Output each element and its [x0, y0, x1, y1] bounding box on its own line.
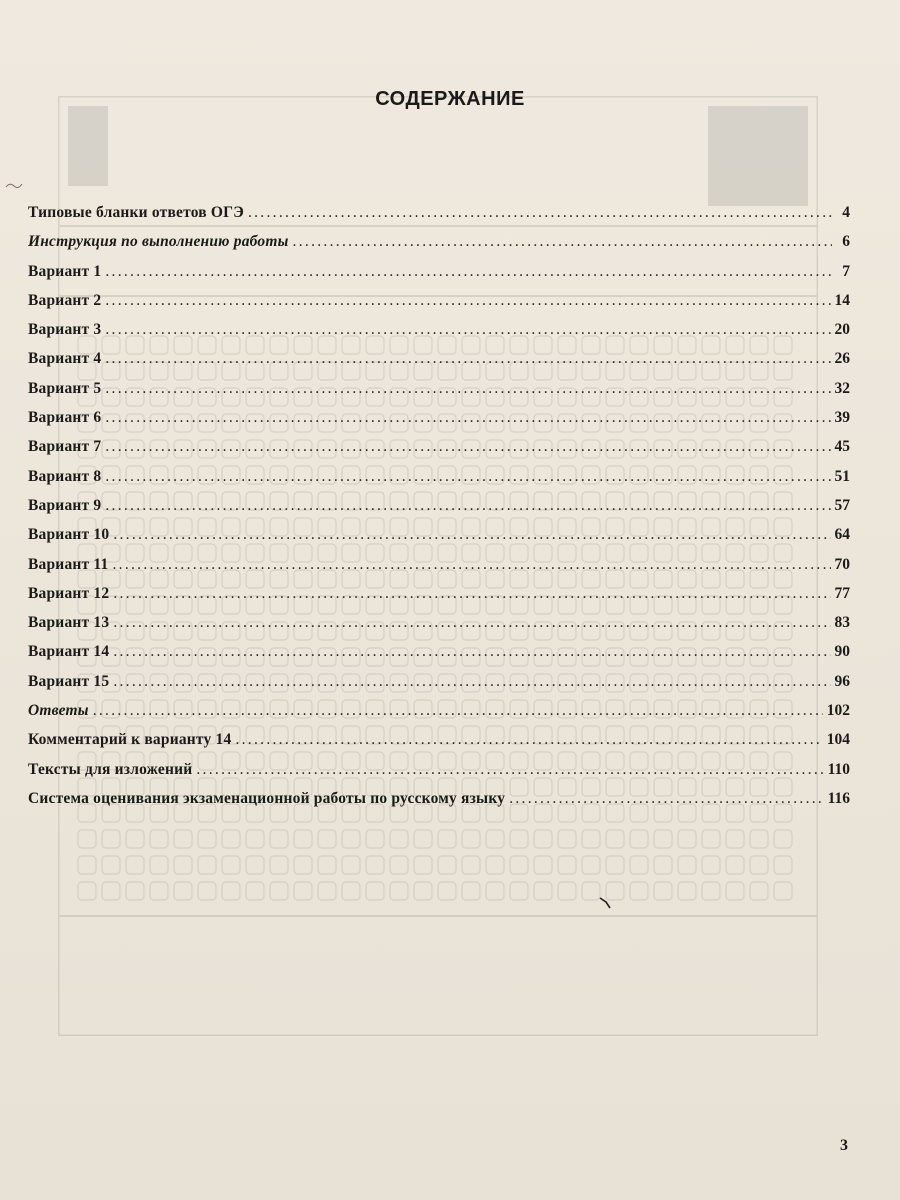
toc-entry-title: Вариант 2: [28, 291, 102, 309]
toc-dot-leader: [112, 556, 830, 574]
toc-entry-title: Вариант 10: [28, 526, 110, 544]
toc-entry: [28, 702, 850, 731]
toc-dot-leader: [196, 761, 823, 779]
toc-entry-title: Вариант 13: [28, 614, 110, 632]
toc-entry-title: Ответы: [28, 702, 89, 720]
toc-dot-leader: [509, 790, 823, 808]
toc-dot-leader: [105, 350, 830, 368]
toc-entry-page: 116: [827, 789, 850, 807]
toc-entry: [28, 614, 850, 643]
toc-entry-title: Тексты для изложений: [28, 760, 193, 778]
toc-entry-title: Комментарий к варианту 14: [28, 731, 232, 749]
toc-entry: [28, 380, 850, 409]
toc-entry-page: 77: [834, 584, 850, 602]
toc-entry-page: 45: [834, 438, 850, 456]
toc-entry: [28, 643, 850, 672]
toc-entry-page: 51: [834, 467, 850, 485]
toc-entry-page: 83: [834, 614, 850, 632]
toc-dot-leader: [293, 233, 832, 251]
toc-entry: [28, 556, 850, 585]
toc-entry-title: Система оценивания экзаменационной работы по русскому языку: [28, 789, 506, 807]
toc-entry-page: 64: [834, 526, 850, 544]
toc-entry-title: Вариант 1: [28, 262, 102, 280]
toc-dot-leader: [248, 204, 832, 222]
toc-dot-leader: [113, 673, 830, 691]
toc-dot-leader: [113, 643, 830, 661]
toc-entry-page: 102: [826, 702, 850, 720]
toc-entry-page: 57: [834, 496, 850, 514]
toc-entry-page: 20: [834, 321, 850, 339]
toc-dot-leader: [113, 526, 830, 544]
toc-entry: [28, 321, 850, 350]
toc-entry-page: 96: [834, 672, 850, 690]
toc-entry: [28, 350, 850, 379]
toc-entry-page: 6: [842, 233, 850, 251]
toc-entry: [28, 761, 850, 790]
toc-entry-page: 4: [842, 204, 850, 221]
toc-dot-leader: [235, 731, 822, 749]
toc-entry-title: Вариант 11: [28, 555, 109, 573]
toc-entry-title: Вариант 3: [28, 321, 102, 339]
toc-entry-page: 26: [834, 350, 850, 368]
toc-entry-title: Вариант 8: [28, 467, 102, 485]
toc-dot-leader: [105, 321, 830, 339]
toc-entry-page: 7: [842, 262, 850, 280]
toc-entry: [28, 731, 850, 760]
toc-entry-title: Типовые бланки ответов ОГЭ: [28, 204, 244, 221]
toc-dot-leader: [105, 263, 832, 281]
toc-dot-leader: [113, 585, 830, 603]
page-number: 3: [840, 1137, 848, 1154]
page-title: СОДЕРЖАНИЕ: [375, 88, 525, 110]
toc-entry-page: 90: [834, 643, 850, 661]
toc-entry: [28, 673, 850, 702]
toc-entry-page: 110: [827, 760, 850, 778]
toc-entry: [28, 790, 850, 819]
table-of-contents: [28, 204, 850, 819]
toc-entry-page: 14: [834, 291, 850, 309]
toc-dot-leader: [105, 380, 830, 398]
toc-entry: [28, 585, 850, 614]
toc-entry-page: 39: [834, 409, 850, 427]
toc-entry: [28, 292, 850, 321]
toc-entry-title: Вариант 4: [28, 350, 102, 368]
toc-dot-leader: [93, 702, 823, 720]
toc-dot-leader: [105, 292, 830, 310]
toc-entry: [28, 233, 850, 262]
toc-dot-leader: [113, 614, 830, 632]
toc-entry: [28, 497, 850, 526]
pen-mark-margin: [4, 178, 24, 192]
toc-dot-leader: [105, 409, 830, 427]
toc-entry-page: 32: [834, 379, 850, 397]
toc-dot-leader: [105, 468, 830, 486]
toc-entry: [28, 409, 850, 438]
toc-dot-leader: [105, 497, 830, 515]
toc-entry-page: 70: [834, 555, 850, 573]
toc-entry: [28, 468, 850, 497]
toc-entry: [28, 263, 850, 292]
pen-mark: [598, 896, 612, 910]
toc-entry-title: Вариант 12: [28, 584, 110, 602]
toc-entry-title: Вариант 7: [28, 438, 102, 456]
toc-entry-title: Вариант 9: [28, 496, 102, 514]
toc-entry: [28, 204, 850, 233]
toc-entry-title: Вариант 15: [28, 672, 110, 690]
toc-entry-title: Вариант 6: [28, 409, 102, 427]
toc-entry-title: Вариант 5: [28, 379, 102, 397]
toc-dot-leader: [105, 438, 830, 456]
toc-entry: [28, 438, 850, 467]
toc-entry: [28, 526, 850, 555]
toc-entry-page: 104: [826, 731, 850, 749]
toc-entry-title: Инструкция по выполнению работы: [28, 233, 289, 251]
toc-entry-title: Вариант 14: [28, 643, 110, 661]
